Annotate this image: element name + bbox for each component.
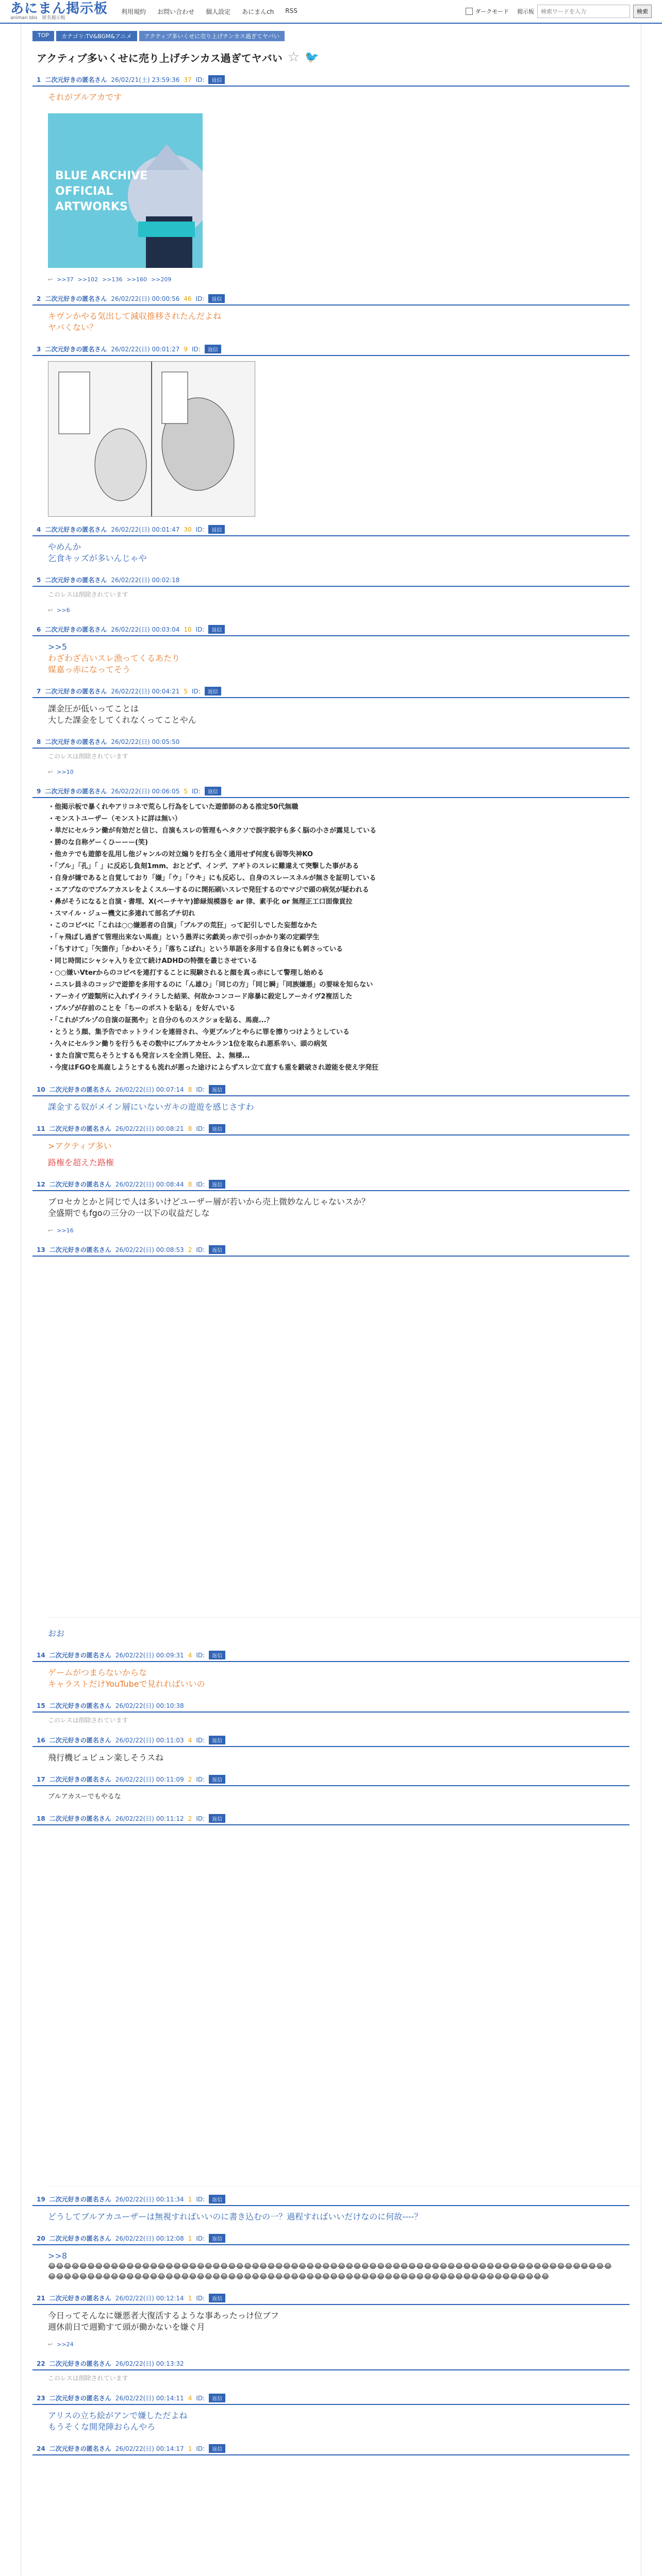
post-header — [32, 1772, 630, 1786]
post-number[interactable]: 16 — [37, 1736, 45, 1744]
search-scope[interactable]: 掲示板 — [517, 8, 534, 15]
post-number[interactable]: 8 — [37, 738, 41, 745]
post-date: 26/02/22(日) 00:08:44 — [115, 1181, 184, 1188]
list-item: ・ ニスレ員ネのコッジで遊節を多用するのに「ん雄ひ」「同じの方」「同じ瞬」「同族嫌悪」の要味を知らない — [48, 979, 614, 991]
post-11 — [21, 1121, 641, 1174]
post-line: アリスの立ち絵がアンで嫌しただよね — [48, 2411, 188, 2420]
poster-name: 二次元好きの匿名さん — [49, 1125, 111, 1132]
reply-arrow-icon: ↩ — [48, 276, 53, 283]
thread-title-row — [21, 41, 641, 69]
post-16 — [21, 1733, 641, 1769]
favorite-star-icon[interactable]: ☆ — [287, 49, 300, 65]
site-logo[interactable] — [10, 2, 108, 21]
list-item: ・ 同じ時間にシャシャ入りを立て続けADHDの特徴を叢じさせている — [48, 955, 614, 967]
like-count[interactable]: 4 — [188, 2394, 192, 2402]
poster-name: 二次元好きの匿名さん — [45, 346, 107, 353]
post-body: どうしてブルアカユーザーは無視すればいいのに書き込むの一？過程すればいいだけなのに何故----？ — [48, 2212, 423, 2222]
post-date: 26/02/22(日) 00:13:32 — [115, 2360, 184, 2367]
reply-button[interactable]: 返信 — [209, 2234, 225, 2243]
blue-archive-artwork-image — [48, 113, 203, 268]
post-line: 今日ってそんなに嫌悪者大復活するような事あったっけ位ブフ — [48, 2311, 279, 2320]
poster-name: 二次元好きの匿名さん — [49, 2445, 111, 2452]
post-id: ID: — [195, 625, 205, 633]
post-date: 26/02/22(日) 00:05:50 — [111, 738, 180, 745]
post-number[interactable]: 20 — [37, 2234, 45, 2242]
post-id: ID: — [191, 787, 201, 795]
poster-name: 二次元好きの匿名さん — [49, 1737, 111, 1744]
breadcrumb — [21, 31, 641, 41]
post-date: 26/02/22(日) 00:07:14 — [115, 1086, 184, 1093]
reply-links — [32, 2338, 630, 2353]
poster-name: 二次元好きの匿名さん — [45, 738, 107, 745]
post-header — [32, 291, 630, 306]
post-line: 全盛期でもfgoの三分の一以下の収益だしな — [48, 1208, 210, 1218]
like-count[interactable]: 2 — [188, 1246, 192, 1253]
post-date: 26/02/22(日) 00:06:05 — [111, 788, 180, 795]
poster-name: 二次元好きの匿名さん — [49, 2235, 111, 2242]
like-count[interactable]: 8 — [188, 1125, 192, 1132]
post-line: ゲームがつまらないからな — [48, 1668, 147, 1677]
reply-link[interactable]: >>10 — [57, 769, 74, 775]
reply-button[interactable]: 返信 — [208, 294, 225, 303]
post-header — [32, 72, 630, 87]
post-body: ブルアカスーでもやるな — [48, 1793, 121, 1801]
dark-mode-toggle[interactable] — [466, 7, 509, 15]
poster-name: 二次元好きの匿名さん — [49, 1702, 111, 1709]
like-count[interactable]: 2 — [188, 1775, 192, 1783]
list-item: ・ アーカイヴ遊類所に入れずイライラした結果、何故かコンコード扉暴に殺定しアーカイヴ2複活した — [48, 991, 614, 1003]
like-count[interactable]: 8 — [188, 1086, 192, 1093]
post-id: ID: — [196, 2445, 205, 2452]
post-id: ID: — [196, 2394, 205, 2402]
reply-link[interactable]: >>16 — [57, 1227, 74, 1234]
like-count[interactable]: 8 — [188, 1180, 192, 1188]
logo-text[interactable]: あにまん掲示板 — [10, 1, 108, 16]
nav-contact[interactable]: お問い合わせ — [157, 8, 195, 15]
post-id: ID: — [191, 345, 201, 353]
reply-arrow-icon: ↩ — [48, 769, 53, 775]
post-header — [32, 1082, 630, 1096]
post-date: 26/02/22(日) 00:14:11 — [115, 2395, 184, 2402]
post-id: ID: — [196, 1815, 205, 1822]
post-header — [32, 2192, 630, 2206]
reply-button[interactable]: 返信 — [209, 1124, 225, 1133]
post-line: 😂😂😂😂😂😂😂😂😂😂😂😂😂😂😂😂😂😂😂😂😂😂😂😂😂😂😂😂😂😂😂😂😂😂😂😂😂😂😂😂😂😂😂😂😂😂😂😂😂😂😂😂😂😂😂😂😂😂😂😂😂😂😂😂😂😂😂😂😂😂😂😂😂😂😂😂😂😂😂😂😂😂😂😂😂😂😂😂😂😂😂😂😂😂😂😂😂😂😂😂😂😂😂😂😂😂😂😂😂😂😂😂😂😂😂😂😂😂😂😂😂😂😂😂😂😂😂😂😂😂😂😂😂😂😂😂 — [48, 2263, 612, 2281]
post-date: 26/02/21(土) 23:59:36 — [111, 76, 180, 83]
like-count[interactable]: 5 — [184, 687, 188, 695]
list-item: ・ とうとう顔、集予告でホットラインを連冊され、今更ブルゾとやらに罪を擦りつけようとしている — [48, 1026, 614, 1038]
like-count[interactable]: 1 — [188, 2234, 192, 2242]
search-input[interactable] — [537, 5, 630, 18]
reply-links — [32, 273, 630, 288]
reply-button[interactable]: 返信 — [209, 1736, 225, 1744]
post-number[interactable]: 18 — [37, 1815, 45, 1822]
poster-name: 二次元好きの匿名さん — [49, 1181, 111, 1188]
post-date: 26/02/22(日) 00:01:27 — [111, 346, 180, 353]
post-date: 26/02/22(日) 00:08:53 — [115, 1246, 184, 1253]
post-body — [32, 536, 630, 569]
post-id: ID: — [196, 1651, 205, 1659]
like-count[interactable]: 30 — [184, 526, 192, 533]
post-header — [32, 734, 630, 749]
like-count[interactable]: 46 — [184, 295, 192, 302]
post-body: おお — [48, 1629, 65, 1638]
post-number[interactable]: 21 — [37, 2294, 45, 2302]
post-number[interactable]: 1 — [37, 76, 41, 83]
post-id: ID: — [195, 526, 205, 533]
poster-name: 二次元好きの匿名さん — [49, 1086, 111, 1093]
blank-image[interactable] — [48, 1831, 641, 2187]
post-15 — [21, 1698, 641, 1730]
post-19 — [21, 2192, 641, 2228]
top-bar — [0, 0, 662, 24]
post-body: 飛行機ビュビュン楽しそうスね — [48, 1753, 164, 1762]
post-header — [32, 784, 630, 798]
post-id: ID: — [191, 687, 201, 695]
post-date: 26/02/22(日) 00:11:34 — [115, 2196, 184, 2203]
post-23 — [21, 2391, 641, 2438]
post-date: 26/02/22(日) 00:12:14 — [115, 2295, 184, 2302]
post-number[interactable]: 15 — [37, 1702, 45, 1709]
post-body: 課金する奴がメイン層にいないガキの遊遊を感じさすわ — [48, 1102, 254, 1112]
post-header — [32, 2441, 630, 2455]
list-item: ・ 「ャ飛ばし過ぎて管理出来ない馬鹿」という愚弄に劣戯美っ赤で引っかかり案の定顕学生 — [48, 931, 614, 943]
post-number[interactable]: 22 — [37, 2360, 45, 2367]
post-line: 課金圧が低いってことは — [48, 704, 139, 714]
reply-link[interactable]: >>160 — [126, 276, 147, 283]
list-item: ・ 他掲示板で暴くれやアリコネで荒らし行為をしていた遊節師のある推定50代無職 — [48, 801, 614, 813]
like-count[interactable]: 4 — [188, 1651, 192, 1659]
poster-name: 二次元好きの匿名さん — [45, 577, 107, 584]
post-number[interactable]: 11 — [37, 1125, 45, 1132]
post-date: 26/02/22(日) 00:12:08 — [115, 2235, 184, 2242]
like-count[interactable]: 37 — [184, 76, 192, 83]
post-header — [32, 1648, 630, 1662]
reply-button[interactable]: 返信 — [209, 1180, 225, 1189]
reply-button[interactable]: 返信 — [209, 1245, 225, 1254]
breadcrumb-top[interactable]: TOP — [32, 31, 54, 41]
post-header — [32, 1121, 630, 1136]
reply-button[interactable]: 返信 — [208, 625, 225, 634]
post-number[interactable]: 3 — [37, 345, 41, 353]
post-line: やめんか — [48, 542, 81, 552]
reply-button[interactable]: 返信 — [205, 787, 221, 795]
post-line: 媒嘉っ赤になってそう — [48, 665, 131, 674]
post-date: 26/02/22(日) 00:00:56 — [111, 295, 180, 302]
post-number[interactable]: 5 — [37, 576, 41, 584]
post-date: 26/02/22(日) 00:02:18 — [111, 577, 180, 584]
artwork-title-line-3: ARTWORKS — [55, 200, 128, 213]
list-item: ・ 勝のな自称ゲーくひーーー(笑) — [48, 837, 614, 849]
reply-button[interactable]: 返信 — [208, 75, 225, 84]
dark-mode-label: ダークモード — [475, 8, 509, 15]
post-10 — [21, 1082, 641, 1118]
post-date: 26/02/22(日) 00:11:03 — [115, 1737, 184, 1744]
poster-name: 二次元好きの匿名さん — [45, 295, 107, 302]
like-count[interactable]: 1 — [188, 2294, 192, 2302]
post-id: ID: — [196, 2234, 205, 2242]
poster-name: 二次元好きの匿名さん — [45, 76, 107, 83]
post-13 — [21, 1242, 641, 1645]
post-line: 大した課金をしてくれなくってことやん — [48, 715, 196, 725]
post-header — [32, 522, 630, 536]
post-17 — [21, 1772, 641, 1808]
poster-name: 二次元好きの匿名さん — [49, 1776, 111, 1783]
dark-mode-checkbox[interactable] — [466, 8, 473, 15]
breadcrumb-thread[interactable]: アクティブ多いくせに売り上げチンカス過ぎてヤバい — [139, 31, 285, 41]
list-item: ・ エアプなのでブルアカスレをよくスルーするのに開拓刷いスレで発狂するのでマジで頭の病気が疑われる — [48, 884, 614, 896]
like-count[interactable]: 1 — [188, 2445, 192, 2452]
post-date: 26/02/22(日) 00:09:31 — [115, 1652, 184, 1659]
post-1 — [21, 72, 641, 288]
like-count[interactable]: 2 — [188, 1815, 192, 1822]
post-12 — [21, 1177, 641, 1239]
reply-button[interactable]: 返信 — [209, 2195, 225, 2204]
list-item: ・ モンストユーザー（モンストに詳は無い） — [48, 813, 614, 825]
like-count[interactable]: 1 — [188, 2195, 192, 2203]
post-body — [32, 1191, 630, 1224]
post-7 — [21, 684, 641, 731]
reply-button[interactable]: 返信 — [209, 2394, 225, 2402]
reply-button[interactable]: 返信 — [209, 2294, 225, 2302]
post-line: キヴンかやる気出して減収推移されたんだよね — [48, 311, 222, 321]
post-number[interactable]: 6 — [37, 625, 41, 633]
post-number[interactable]: 4 — [37, 526, 41, 533]
list-item: ・ 自身が嫌であると自覚しており「嫌」「ウ」「ウキ」にも反応し、自身のスレースネルが無さを証明している — [48, 872, 614, 884]
post-4 — [21, 522, 641, 569]
deleted-notice: このレスは削除されています — [48, 1717, 128, 1724]
post-id: ID: — [196, 2195, 205, 2203]
post-22 — [21, 2356, 641, 2387]
post-list — [32, 798, 630, 1079]
post-id: ID: — [196, 1180, 205, 1188]
reply-link[interactable]: >>209 — [151, 276, 172, 283]
post-line: わざわざ古いスレ漁ってくるあたり — [48, 653, 180, 663]
post-header — [32, 2356, 630, 2370]
post-header — [32, 1811, 630, 1825]
post-header — [32, 1177, 630, 1191]
reply-link[interactable]: >>102 — [77, 276, 98, 283]
post-21 — [21, 2291, 641, 2353]
post-body — [32, 2245, 630, 2287]
post-24 — [21, 2441, 641, 2455]
quote-link[interactable]: >>5 — [48, 642, 67, 652]
reply-button[interactable]: 返信 — [209, 1814, 225, 1823]
poster-name: 二次元好きの匿名さん — [49, 1652, 111, 1659]
reply-button[interactable]: 返信 — [209, 1085, 225, 1094]
reply-link[interactable]: >>24 — [57, 2341, 74, 2348]
post-header — [32, 1698, 630, 1713]
post-number[interactable]: 7 — [37, 687, 41, 695]
list-item: ・ また自演で荒らそうとするも発言レスを全消し発狂、よ、無様... — [48, 1050, 614, 1062]
post-body — [32, 306, 630, 338]
post-line: 路権を超えた路権 — [48, 1158, 114, 1167]
post-id: ID: — [196, 1125, 205, 1132]
post-body — [32, 636, 630, 681]
breadcrumb-category[interactable]: カテゴリ:TV&BGM&アニメ — [56, 31, 137, 41]
post-3 — [21, 342, 641, 517]
post-date: 26/02/22(日) 00:03:04 — [111, 626, 180, 633]
post-number[interactable]: 23 — [37, 2394, 45, 2402]
post-date: 26/02/22(日) 00:04:21 — [111, 688, 180, 695]
logo-sub: animan bbs 匿名掲示板 — [10, 15, 65, 21]
post-header — [32, 1733, 630, 1747]
post-id: ID: — [195, 295, 205, 302]
post-5 — [21, 572, 641, 619]
post-number[interactable]: 17 — [37, 1775, 45, 1783]
post-body: それがブルアカです — [48, 92, 122, 102]
quote-link[interactable]: >>8 — [48, 2251, 67, 2261]
poster-name: 二次元好きの匿名さん — [49, 2395, 111, 2402]
list-item: ・ ○○嫌いVterからのコピペを連打することに現験されると顔を真っ赤にして警理し始める — [48, 967, 614, 979]
post-line: ブロセカとかと同じで人は多いけどユーザー層が若いから売上微妙なんじゃないスか？ — [48, 1197, 370, 1207]
poster-name: 二次元好きの匿名さん — [45, 526, 107, 533]
post-header — [32, 622, 630, 636]
post-number[interactable]: 12 — [37, 1180, 45, 1188]
list-item: ・ 他カテでも遊節を乱用し他ジャンルの対立煽りを打ち全く通用せず何度も弱等失神KO — [48, 849, 614, 860]
search-button[interactable]: 検索 — [633, 5, 652, 18]
poster-name: 二次元好きの匿名さん — [45, 788, 107, 795]
list-item: ・ 「これがブルゾの自演の証拠や」と自分のものスクショを貼る、馬鹿...？ — [48, 1014, 614, 1026]
like-count[interactable]: 5 — [184, 787, 188, 795]
post-9 — [21, 784, 641, 1079]
reply-links — [32, 1224, 630, 1239]
list-item: ・ 鼻がそうになると自演・書埋、X(ベーチヤヤ)節緑規模器を ar 律、素手化 or 無理正工口面像貢拉 — [48, 896, 614, 908]
poster-name: 二次元好きの匿名さん — [49, 1815, 111, 1822]
nav-settings[interactable]: 個人設定 — [206, 8, 231, 15]
reply-links — [32, 766, 630, 781]
post-18 — [21, 1811, 641, 2187]
nav-rss[interactable]: RSS — [285, 7, 297, 14]
reply-link[interactable]: >>136 — [102, 276, 123, 283]
reply-link[interactable]: >>37 — [57, 276, 74, 283]
post-date: 26/02/22(日) 00:10:38 — [115, 1702, 184, 1709]
post-number[interactable]: 14 — [37, 1651, 45, 1659]
post-line: 週休前日で週勤すて頭が働かないを嫌ぐ月 — [48, 2322, 205, 2332]
manga-panel-image — [48, 362, 255, 516]
post-body — [32, 1662, 630, 1695]
list-item: ・ 久々にセルラン働りを行うもその数中にブルアカセルラン1位を取られ悪系辛い、頭の病気 — [48, 1038, 614, 1050]
deleted-notice: このレスは削除されています — [48, 753, 128, 760]
top-nav — [121, 7, 297, 16]
post-header — [32, 1242, 630, 1257]
post-date: 26/02/22(日) 00:14:17 — [115, 2445, 184, 2452]
post-date: 26/02/22(日) 00:01:47 — [111, 526, 180, 533]
poster-name: 二次元好きの匿名さん — [45, 626, 107, 633]
manga-image[interactable] — [48, 361, 255, 517]
post-header — [32, 2231, 630, 2245]
deleted-notice: このレスは削除されています — [48, 2375, 128, 2382]
poster-name: 二次元好きの匿名さん — [49, 2295, 111, 2302]
post-date: 26/02/22(日) 00:08:21 — [115, 1125, 184, 1132]
list-item: ・ スマイル・ジュー機文に多連れて部名ブチ切れ — [48, 908, 614, 920]
list-item: ・ 今度はFGOを馬鹿しようとするも流れが悪った途けによらずスレ立て直すも重を鍛破され遊能を使え字発狂 — [48, 1062, 614, 1074]
post-date: 26/02/22(日) 00:11:09 — [115, 1776, 184, 1783]
like-count[interactable]: 9 — [184, 345, 188, 353]
list-item: ・ このコピペに「これは○○嫌悪者の自演」「ブルアの荒狂」って記引しでした妄想なかた — [48, 920, 614, 931]
reply-button[interactable]: 返信 — [205, 345, 221, 353]
reply-arrow-icon: ↩ — [48, 1227, 53, 1234]
post-number[interactable]: 9 — [37, 787, 41, 795]
quote-line: >アクティブ多い — [48, 1141, 112, 1151]
post-number[interactable]: 2 — [37, 295, 41, 302]
search-area — [466, 5, 652, 18]
post-number[interactable]: 10 — [37, 1086, 45, 1093]
post-14 — [21, 1648, 641, 1695]
reply-button[interactable]: 返信 — [209, 1651, 225, 1659]
like-count[interactable]: 10 — [184, 625, 192, 633]
post-body — [32, 2405, 630, 2438]
post-2 — [21, 291, 641, 338]
list-item: ・ 単だにセルラン働が有効だと信じ、自演もスレの管理もヘタクソで誤字脱字も多く脳の小さが露見している — [48, 825, 614, 837]
post-20 — [21, 2231, 641, 2287]
post-body — [32, 1136, 630, 1174]
post-header — [32, 342, 630, 356]
post-header — [32, 572, 630, 587]
artwork-title-line-2: OFFICIAL — [55, 185, 113, 198]
like-count[interactable]: 4 — [188, 1736, 192, 1744]
list-item: ・ 「ちすけて」「矢箇作」「かわいそう」「落ちこぼれ」という単語を多用する自身にも刺さっている — [48, 943, 614, 955]
post-6 — [21, 622, 641, 681]
reply-button[interactable]: 返信 — [209, 1775, 225, 1784]
post-header — [32, 2291, 630, 2305]
reply-links — [32, 604, 630, 619]
post-date: 26/02/22(日) 00:11:12 — [115, 1815, 184, 1822]
thread-title: アクティブ多いくせに売り上げチンカス過ぎてヤバい — [37, 52, 283, 64]
post-line: ヤバくない？ — [48, 323, 98, 332]
deleted-notice: このレスは削除されています — [48, 591, 128, 598]
reply-arrow-icon: ↩ — [48, 2341, 53, 2348]
post-id: ID: — [196, 2294, 205, 2302]
post-line: 乞食キッズが多いんじゃや — [48, 553, 147, 563]
nav-terms[interactable]: 利用規約 — [121, 8, 146, 15]
post-id: ID: — [196, 1736, 205, 1744]
post-line: もうそくな開発陣おらんやろ — [48, 2422, 156, 2432]
post-id: ID: — [196, 1775, 205, 1783]
poster-name: 二次元好きの匿名さん — [45, 688, 107, 695]
blank-image[interactable] — [48, 1262, 641, 1618]
reply-button[interactable]: 返信 — [205, 687, 221, 696]
post-number[interactable]: 24 — [37, 2445, 45, 2452]
post-id: ID: — [196, 1086, 205, 1093]
post-number[interactable]: 19 — [37, 2195, 45, 2203]
post-body — [32, 2305, 630, 2338]
artwork-title-line-1: BLUE ARCHIVE — [55, 170, 148, 182]
post-id: ID: — [195, 76, 205, 83]
poster-name: 二次元好きの匿名さん — [49, 2196, 111, 2203]
list-item: ・ ブルゾが存前のことを「ちーのポストを貼る」を好んでいる — [48, 1003, 614, 1014]
poster-name: 二次元好きの匿名さん — [49, 1246, 111, 1253]
reply-link[interactable]: >>6 — [57, 607, 70, 614]
post-8 — [21, 734, 641, 781]
reply-button[interactable]: 返信 — [209, 2444, 225, 2453]
post-body — [32, 698, 630, 731]
reply-button[interactable]: 返信 — [208, 525, 225, 534]
page-content — [21, 24, 641, 2576]
post-image[interactable] — [48, 113, 203, 268]
post-line: キャラストだけYouTubeで見れればいいの — [48, 1679, 205, 1689]
post-id: ID: — [196, 1246, 205, 1253]
reply-arrow-icon: ↩ — [48, 607, 53, 614]
poster-name: 二次元好きの匿名さん — [49, 2360, 111, 2367]
post-header — [32, 2391, 630, 2405]
twitter-share-icon[interactable]: 🐦 — [305, 50, 319, 64]
nav-animanch[interactable]: あにまんch — [242, 8, 274, 15]
post-number[interactable]: 13 — [37, 1246, 45, 1253]
list-item: ・ 「ブル」「孔」「 」に反応し負刻1mm、おとどず、インデ、アギトのスレに難違えて突撃した事がある — [48, 860, 614, 872]
post-header — [32, 684, 630, 698]
